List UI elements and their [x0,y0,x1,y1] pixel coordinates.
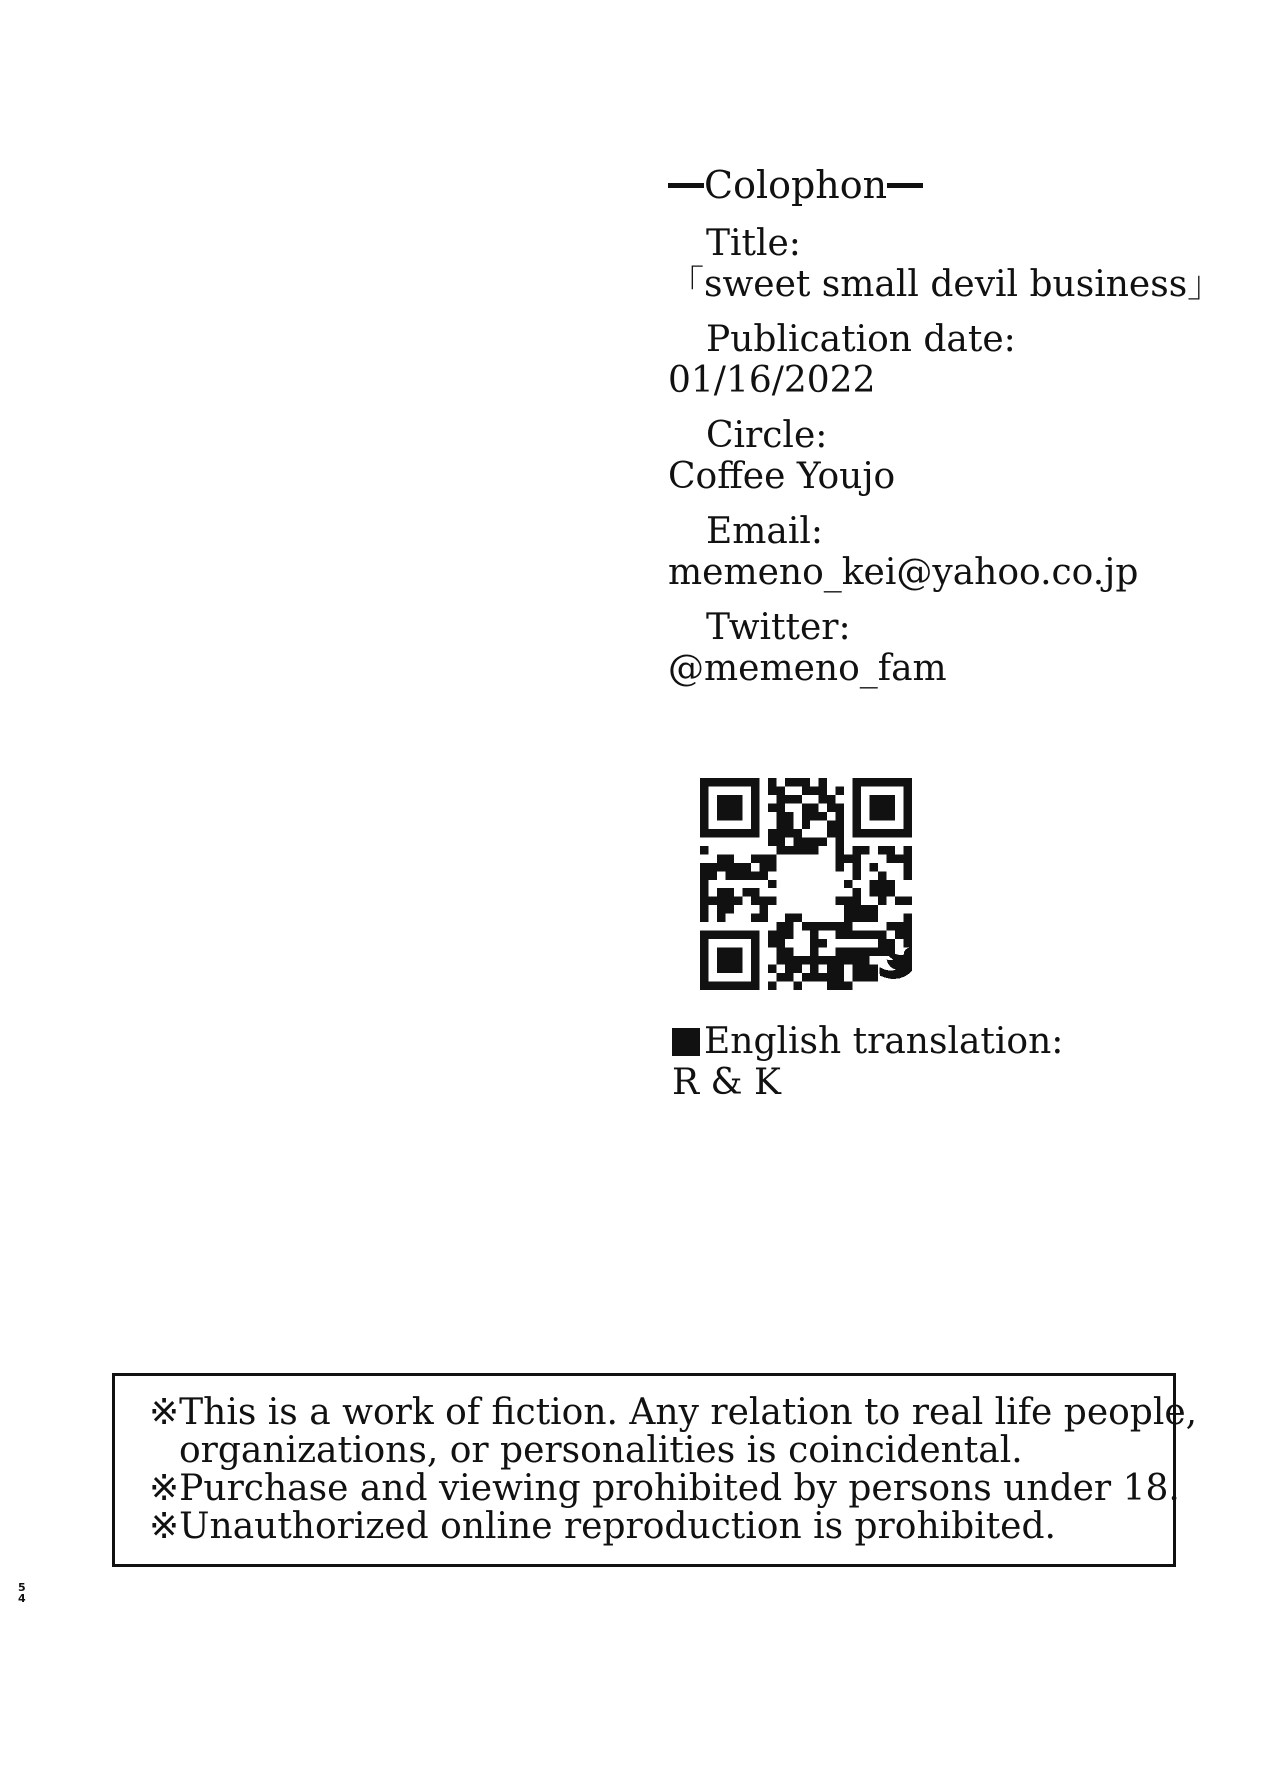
pubdate-label: Publication date: [706,319,1016,360]
pubdate-block [668,320,1268,402]
colophon-section [668,160,1268,690]
disclaimer-box [112,1373,1198,1567]
translation-value: R & K [672,1062,781,1103]
translation-section [672,1022,1063,1104]
heading-text: Colophon [704,163,888,207]
circle-label: Circle: [706,415,828,456]
email-block [668,512,1268,594]
heading-dash-left [668,183,704,188]
disclaimer-line-3: ※Purchase and viewing prohibited by persons under 18. [149,1468,1180,1509]
email-label: Email: [706,511,824,552]
circle-block [668,416,1268,498]
translation-label [672,1022,1063,1062]
black-square-icon [672,1028,700,1056]
twitter-label: Twitter: [706,607,851,648]
twitter-block [668,608,1268,690]
email-value: memeno_kei@yahoo.co.jp [668,552,1139,593]
title-block [668,224,1268,306]
page-number [18,1582,28,1604]
colophon-heading [668,160,1268,210]
disclaimer-line-1: ※This is a work of fiction. Any relation to real life people, [149,1392,1198,1433]
translation-label-text: English translation: [704,1021,1064,1062]
qr-code-icon [700,778,912,990]
page-number-digit-2: 4 [18,1592,26,1605]
disclaimer-line-2: organizations, or personalities is coincidental. [179,1430,1023,1471]
page-number-digit-1: 5 [18,1581,26,1594]
heading-dash-right [887,183,923,188]
title-value: 「sweet small devil business」 [668,264,1224,305]
pubdate-value: 01/16/2022 [668,360,876,401]
disclaimer-line-4: ※Unauthorized online reproduction is prohibited. [149,1506,1056,1547]
twitter-value: @memeno_fam [668,648,947,689]
circle-value: Coffee Youjo [668,456,896,497]
title-label: Title: [706,223,801,264]
